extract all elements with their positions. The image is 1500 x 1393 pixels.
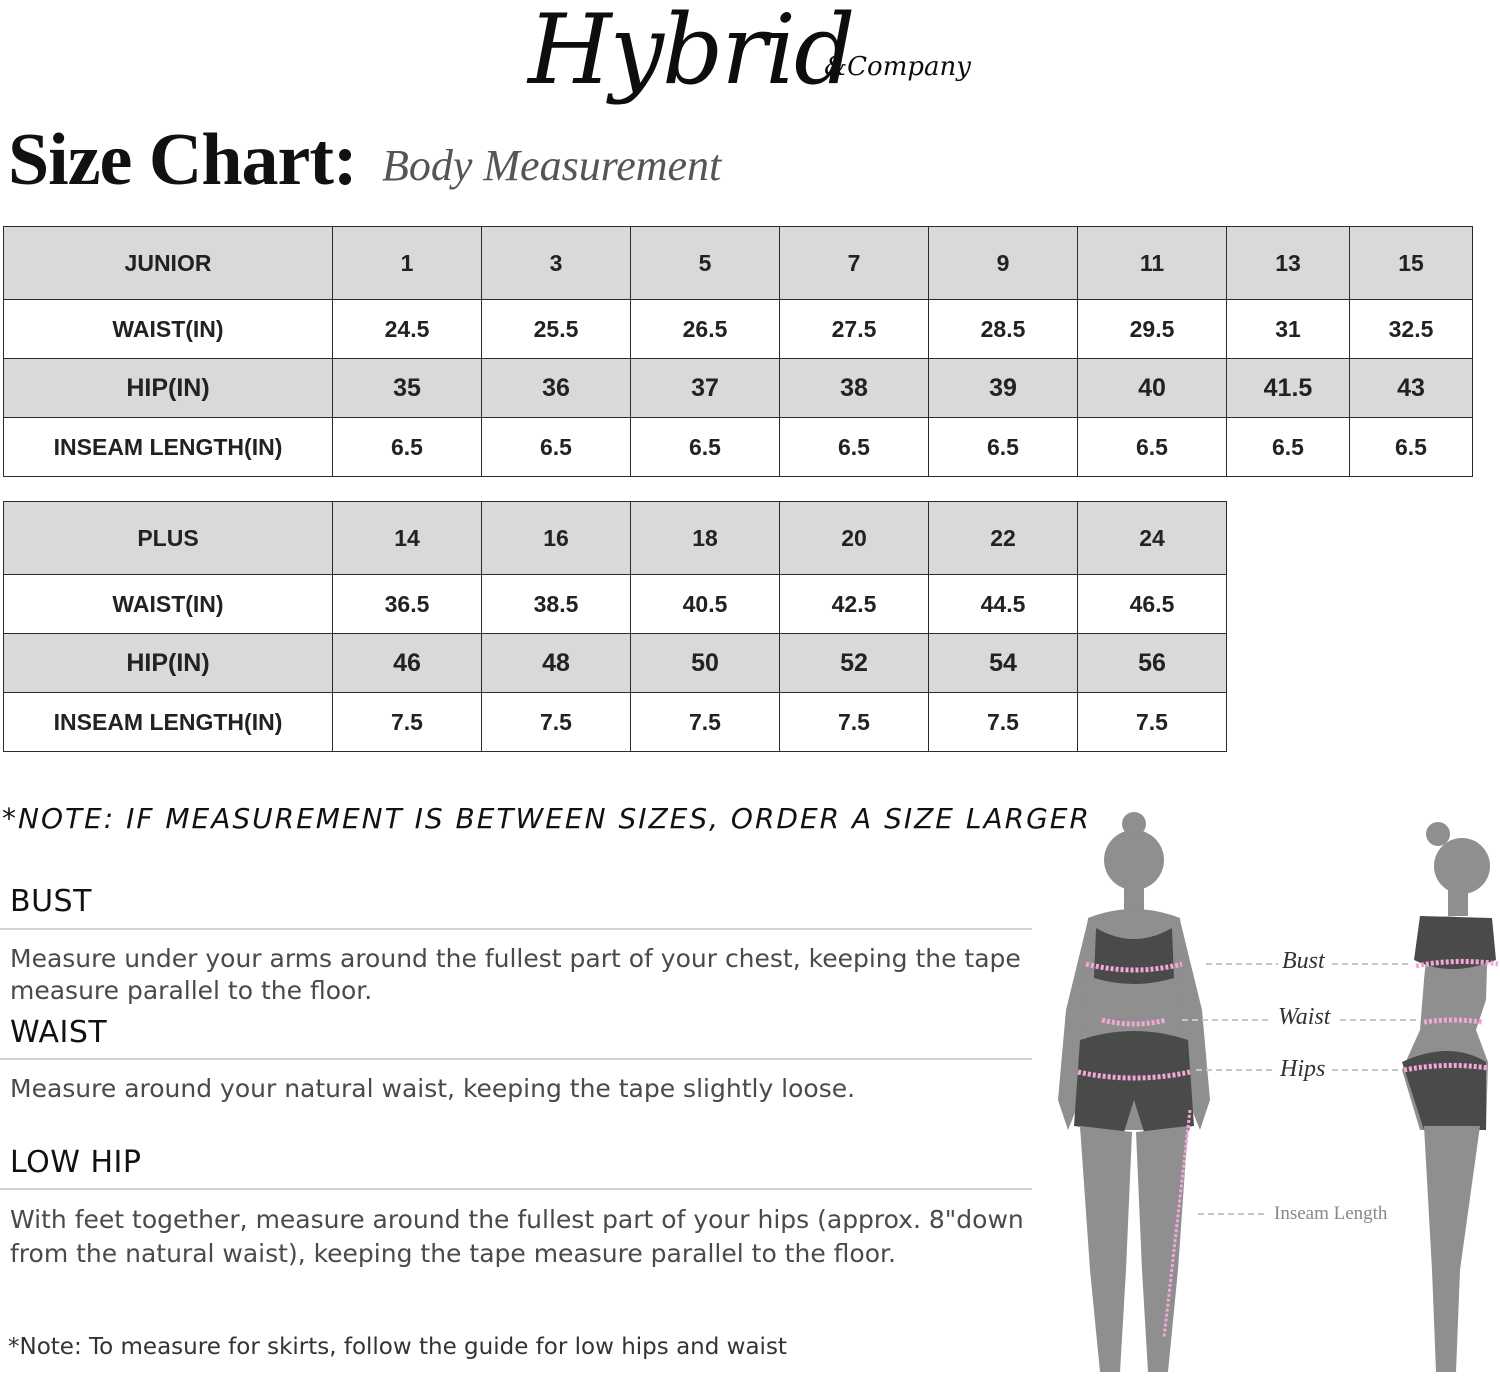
header-row	[4, 502, 1227, 575]
size-value-cell: 28.5	[929, 300, 1078, 359]
row-label-cell: WAIST(IN)	[4, 575, 333, 634]
size-value-cell: 56	[1078, 634, 1227, 693]
size-value-cell: 5	[631, 227, 780, 300]
size-value-cell: 36	[482, 359, 631, 418]
size-value-cell: 6.5	[1350, 418, 1473, 477]
size-value-cell: 20	[780, 502, 929, 575]
size-value-cell: 6.5	[631, 418, 780, 477]
front-figure	[1058, 812, 1210, 1372]
waist-row	[4, 300, 1473, 359]
inseam-row	[4, 418, 1473, 477]
size-value-cell: 7.5	[333, 693, 482, 752]
size-value-cell: 39	[929, 359, 1078, 418]
low-hip-heading: LOW HIP	[10, 1145, 142, 1180]
size-value-cell: 7.5	[780, 693, 929, 752]
row-label-cell: JUNIOR	[4, 227, 333, 300]
header-row	[4, 227, 1473, 300]
body-silhouettes	[1040, 800, 1500, 1388]
size-value-cell: 35	[333, 359, 482, 418]
size-value-cell: 6.5	[482, 418, 631, 477]
size-value-cell: 31	[1227, 300, 1350, 359]
size-value-cell: 7.5	[1078, 693, 1227, 752]
size-value-cell: 43	[1350, 359, 1473, 418]
size-value-cell: 40	[1078, 359, 1227, 418]
waist-heading: WAIST	[10, 1015, 108, 1050]
size-value-cell: 6.5	[1078, 418, 1227, 477]
size-value-cell: 13	[1227, 227, 1350, 300]
row-label-cell: WAIST(IN)	[4, 300, 333, 359]
bust-divider	[0, 928, 1032, 930]
page-title: Size Chart:	[8, 119, 357, 201]
size-value-cell: 37	[631, 359, 780, 418]
size-value-cell: 6.5	[1227, 418, 1350, 477]
row-label-cell: INSEAM LENGTH(IN)	[4, 693, 333, 752]
size-value-cell: 3	[482, 227, 631, 300]
size-value-cell: 46	[333, 634, 482, 693]
junior-size-table	[3, 226, 1473, 477]
brand-suffix: &Company	[824, 52, 971, 82]
size-value-cell: 42.5	[780, 575, 929, 634]
size-value-cell: 22	[929, 502, 1078, 575]
size-value-cell: 38	[780, 359, 929, 418]
size-value-cell: 7.5	[929, 693, 1078, 752]
bust-instructions: Measure under your arms around the fullest part of your chest, keeping the tape measure parallel to the floor.	[10, 944, 1021, 1005]
size-value-cell: 7.5	[631, 693, 780, 752]
size-value-cell: 48	[482, 634, 631, 693]
sizing-note: *NOTE: IF MEASUREMENT IS BETWEEN SIZES, ORDER A SIZE LARGER	[2, 802, 1091, 835]
size-value-cell: 7	[780, 227, 929, 300]
size-value-cell: 26.5	[631, 300, 780, 359]
bust-label: Bust	[1282, 948, 1325, 974]
page-subtitle: Body Measurement	[382, 141, 722, 190]
row-label-cell: HIP(IN)	[4, 359, 333, 418]
row-label-cell: INSEAM LENGTH(IN)	[4, 418, 333, 477]
size-value-cell: 9	[929, 227, 1078, 300]
waist-divider	[0, 1058, 1032, 1060]
size-value-cell: 38.5	[482, 575, 631, 634]
size-value-cell: 41.5	[1227, 359, 1350, 418]
hip-row	[4, 359, 1473, 418]
brand-logo	[528, 0, 971, 160]
low-hip-divider	[0, 1188, 1032, 1190]
size-value-cell: 52	[780, 634, 929, 693]
size-value-cell: 24	[1078, 502, 1227, 575]
size-value-cell: 16	[482, 502, 631, 575]
size-value-cell: 44.5	[929, 575, 1078, 634]
size-value-cell: 54	[929, 634, 1078, 693]
size-value-cell: 25.5	[482, 300, 631, 359]
size-value-cell: 11	[1078, 227, 1227, 300]
waist-instructions: Measure around your natural waist, keeping the tape slightly loose.	[10, 1074, 856, 1103]
size-value-cell: 32.5	[1350, 300, 1473, 359]
size-value-cell: 27.5	[780, 300, 929, 359]
row-label-cell: HIP(IN)	[4, 634, 333, 693]
plus-size-table	[3, 501, 1227, 752]
waist-label: Waist	[1278, 1004, 1331, 1030]
size-value-cell: 7.5	[482, 693, 631, 752]
brand-name: Hybrid	[528, 0, 854, 106]
size-value-cell: 1	[333, 227, 482, 300]
size-value-cell: 40.5	[631, 575, 780, 634]
size-value-cell: 6.5	[333, 418, 482, 477]
size-value-cell: 15	[1350, 227, 1473, 300]
row-label-cell: PLUS	[4, 502, 333, 575]
size-value-cell: 50	[631, 634, 780, 693]
bust-heading: BUST	[10, 884, 92, 919]
inseam-label: Inseam Length	[1274, 1203, 1388, 1224]
measurement-figure	[1040, 800, 1500, 1388]
size-value-cell: 29.5	[1078, 300, 1227, 359]
size-value-cell: 6.5	[780, 418, 929, 477]
size-value-cell: 18	[631, 502, 780, 575]
size-value-cell: 6.5	[929, 418, 1078, 477]
low-hip-instructions: With feet together, measure around the fullest part of your hips (approx. 8"down from the natural waist), keeping the tape measure parallel to the floor.	[10, 1205, 1024, 1268]
size-value-cell: 14	[333, 502, 482, 575]
size-value-cell: 36.5	[333, 575, 482, 634]
leader-lines	[1182, 964, 1420, 1214]
waist-row	[4, 575, 1227, 634]
side-figure	[1402, 822, 1498, 1372]
hips-label: Hips	[1280, 1056, 1326, 1082]
size-value-cell: 46.5	[1078, 575, 1227, 634]
hip-row	[4, 634, 1227, 693]
size-value-cell: 24.5	[333, 300, 482, 359]
inseam-row	[4, 693, 1227, 752]
skirt-footnote: *Note: To measure for skirts, follow the guide for low hips and waist	[8, 1334, 787, 1360]
